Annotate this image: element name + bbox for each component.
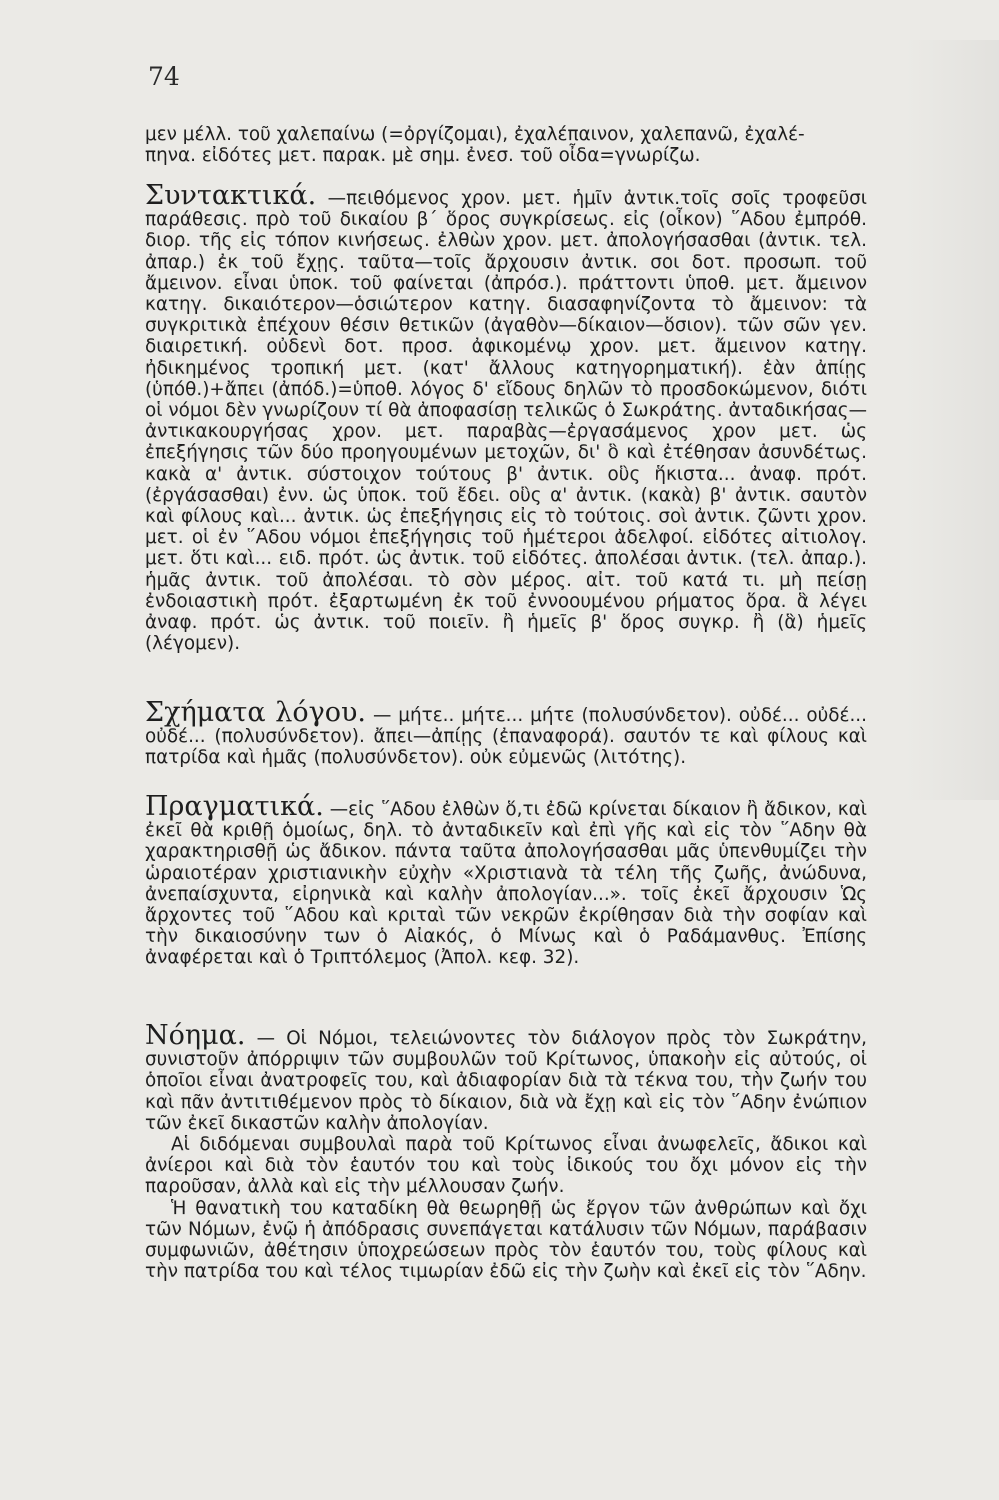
word-forms-line-2: πηνα. εἰδότες μετ. παρακ. μὲ σημ. ἐνεσ. τοῦ οἶδα=γνωρίζω.	[145, 145, 701, 167]
word-forms-note	[145, 124, 867, 166]
word-forms-line-1: μεν μέλλ. τοῦ χαλεπαίνω (=ὀργίζομαι), ἐχαλέπαινον, χαλεπανῶ, ἐχαλέ-	[145, 124, 805, 145]
factual-heading: Πραγματικά.	[145, 791, 324, 822]
meaning-paragraph-2: Αἱ διδόμεναι συμβουλαὶ παρὰ τοῦ Κρίτωνος εἶναι ἀνωφελεῖς, ἄδικοι καὶ ἀνίεροι καὶ διὰ τὸν ἑαυτόν του καὶ τοὺς ἰδικούς του ὄχι μόνον εἰς τὴν παροῦσαν, ἀλλὰ καὶ εἰς τὴν μέλλουσαν ζωήν.	[145, 1134, 867, 1198]
syntax-section	[145, 180, 867, 655]
factual-notes-section	[145, 791, 867, 969]
meaning-paragraph-1: — Οἱ Νόμοι, τελειώνοντες τὸν διάλογον πρὸς τὸν Σωκράτην, συνιστοῦν ἀπόρριψιν τῶν συμβουλῶν τοῦ Κρίτωνος, ὑπακοὴν εἰς αὐτούς, οἱ ὁποῖοι εἶναι ἀνατροφεῖς του, καὶ ἀδιαφορίαν διὰ τὰ τέκνα του, τὴν ζωήν του καὶ πᾶν ἀντιτιθέμενον πρὸς τὸ δίκαιον, διὰ νὰ ἔχῃ καὶ εἰς τὸν ῞Αδην ἐνώπιον τῶν ἐκεῖ δικαστῶν καλὴν ἀπολογίαν.	[145, 1028, 867, 1134]
figures-heading: Σχήματα λόγου.	[145, 697, 367, 728]
figures-text: — μήτε.. μήτε... μήτε (πολυσύνδετον). οὐδέ... οὐδέ... οὐδέ... (πολυσύνδετον). ἄπει—ἀπίῃς (ἐπαναφορά). σαυτόν τε καὶ φίλους καὶ πατρίδα καὶ ἡμᾶς (πολυσύνδετον). οὐκ εὐμενῶς (λιτότης).	[145, 705, 867, 769]
meaning-paragraph-3: Ἡ θανατικὴ του καταδίκη θὰ θεωρηθῇ ὡς ἔργον τῶν ἀνθρώπων καὶ ὄχι τῶν Νόμων, ἐνῷ ἡ ἀπόδρασις συνεπάγεται κατάλυσιν τῶν Νόμων, παράβασιν συμφωνιῶν, ἀθέτησιν ὑποχρεώσεων πρὸς τὸν ἑαυτόν του, τοὺς φίλους καὶ τὴν πατρίδα του καὶ τέλος τιμωρίαν ἐδῶ εἰς τὴν ζωὴν καὶ ἐκεῖ εἰς τὸν ῞Αδην.	[145, 1197, 867, 1283]
syntax-text: —πειθόμενος χρον. μετ. ἡμῖν ἀντικ.τοῖς σοῖς τροφεῦσι παράθεσις. πρὸ τοῦ δικαίου β΄ ὅρος συγκρίσεως. εἰς (οἶκον) ῞Αδου ἐμπρόθ. διορ. τῆς εἰς τόπον κινήσεως. ἐλθὼν χρον. μετ. ἀπολογήσασθαι (ἀντικ. τελ. ἀπαρ.) ἐκ τοῦ ἔχῃς. ταῦτα—τοῖς ἄρχουσιν ἀντικ. σοι δοτ. προσωπ. τοῦ ἄμεινον. εἶναι ὑποκ. τοῦ φαίνεται (ἀπρόσ.). πράττοντι ὑποθ. μετ. ἄμεινον κατηγ. δικαιότερον—ὁσιώτερον κατηγ. διασαφηνίζοντα τὸ ἄμεινον: τὰ συγκριτικὰ ἐπέχουν θέσιν θετικῶν (ἀγαθὸν—δίκαιον—ὅσιον). τῶν σῶν γεν. διαιρετική. οὐδενὶ δοτ. προσ. ἀφικομένῳ χρον. μετ. ἄμεινον κατηγ. ἠδικημένος τροπική μετ. (κατ' ἄλλους κατηγορηματική). ἐὰν ἀπίῃς (ὑπόθ.)+ἄπει (ἀπόδ.)=ὑποθ. λόγος δ' εἴδους δηλῶν τὸ προσδοκώμενον, διότι οἱ νόμοι δὲν γνωρίζουν τί θὰ ἀποφασίσῃ τελικῶς ὁ Σωκράτης. ἀνταδικήσας—ἀντικακουργήσας χρον. μετ. παραβὰς—ἐργασάμενος χρον μετ. ὡς ἐπεξήγησις τῶν δύο προηγουμένων μετοχῶν, δι' ὃ καὶ ἐτέθησαν ἀσυνδέτως. κακὰ α' ἀντικ. σύστοιχον τούτους β' ἀντικ. οὓς ἥκιστα... ἀναφ. πρότ. (ἐργάσασθαι) ἐνν. ὡς ὑποκ. τοῦ ἔδει. οὓς α' ἀντικ. (κακὰ) β' ἀντικ. σαυτὸν καὶ φίλους καὶ... ἀντικ. ὡς ἐπεξήγησις εἰς τὸ τούτοις. σοὶ ἀντικ. ζῶντι χρον. μετ. οἱ ἐν ῞Αδου νόμοι ἐπεξήγησις τοῦ ἡμέτεροι ἀδελφοί. εἰδότες αἰτιολογ. μετ. ὅτι καὶ... ειδ. πρότ. ὡς ἀντικ. τοῦ εἰδότες. ἀπολέσαι ἀντικ. (τελ. ἀπαρ.). ἡμᾶς ἀντικ. τοῦ ἀπολέσαι. τὸ σὸν μέρος. αἰτ. τοῦ κατά τι. μὴ πείσῃ ἐνδοιαστικὴ πρότ. ἐξαρτωμένη ἐκ τοῦ ἐννοουμένου ρήματος ὅρα. ἃ λέγει ἀναφ. πρότ. ὡς ἀντικ. τοῦ ποιεῖν. ἢ ἡμεῖς β' ὅρος συγκρ. ἢ (ἃ) ἡμεῖς (λέγομεν).	[145, 188, 867, 655]
factual-text: —εἰς ῞Αδου ἐλθὼν ὅ,τι ἐδῶ κρίνεται δίκαιον ἢ ἄδικον, καὶ ἐκεῖ θὰ κριθῇ ὁμοίως, δηλ. τὸ ἀνταδικεῖν καὶ ἐπὶ γῆς καὶ εἰς τὸν ῞Αδην θὰ χαρακτηρισθῇ ὡς ἄδικον. πάντα ταῦτα ἀπολογήσασθαι μᾶς ὑπενθυμίζει τὴν ὡραιοτέραν χριστιανικὴν εὐχὴν «Χριστιανὰ τὰ τέλη τῆς ζωῆς, ἀνώδυνα, ἀνεπαίσχυντα, εἰρηνικὰ καὶ καλὴν ἀπολογίαν...». τοῖς ἐκεῖ ἄρχουσιν Ὡς ἄρχοντες τοῦ ῞Αδου καὶ κριταὶ τῶν νεκρῶν ἐκρίθησαν διὰ τὴν σοφίαν καὶ τὴν δικαιοσύνην των ὁ Αἰακός, ὁ Μίνως καὶ ὁ Ραδάμανθυς. Ἐπίσης ἀναφέρεται καὶ ὁ Τριπτόλεμος (Ἀπολ. κεφ. 32).	[145, 799, 867, 969]
page-number: 74	[148, 62, 180, 91]
figures-of-speech-section	[145, 697, 867, 769]
syntax-heading: Συντακτικά.	[145, 180, 317, 211]
meaning-section	[145, 1020, 867, 1283]
show-through-shading	[905, 40, 999, 800]
meaning-heading: Νόημα.	[145, 1020, 246, 1051]
